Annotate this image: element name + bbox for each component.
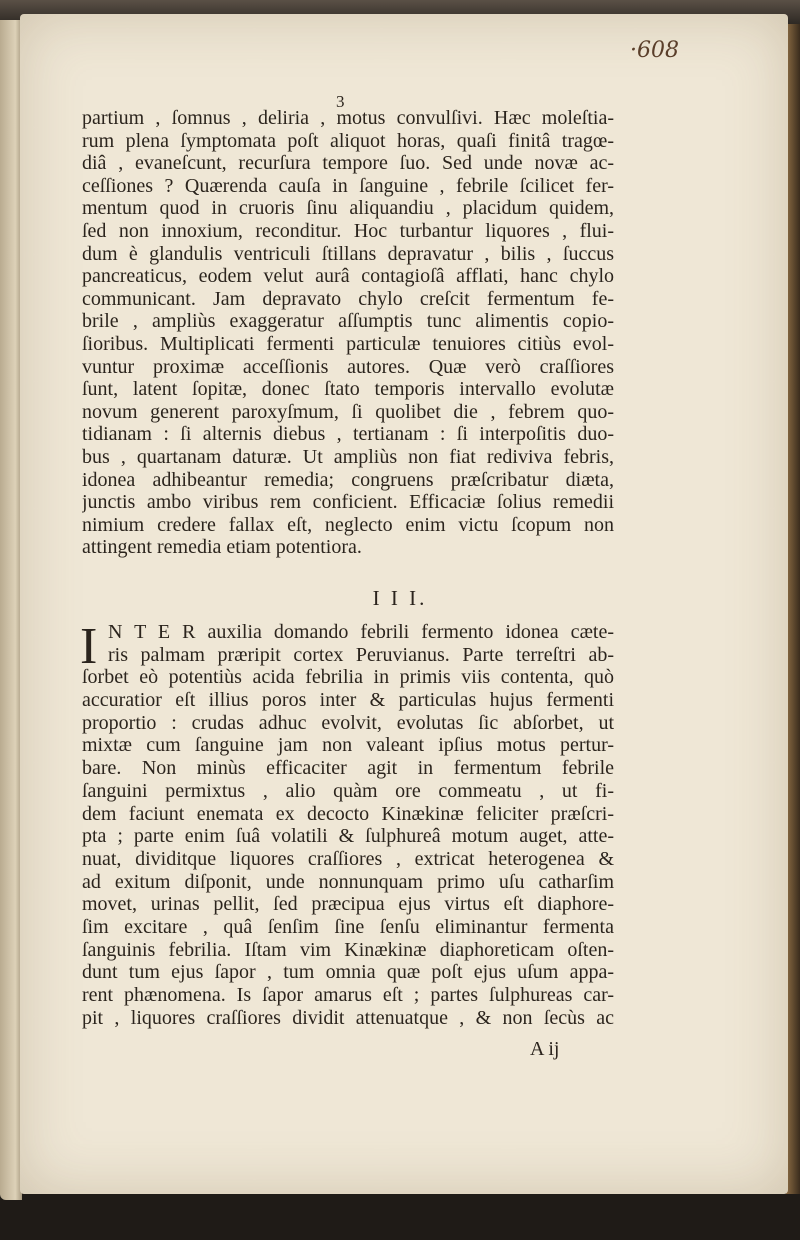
text-line: pta ; parte enim ſuâ volatili & ſulphureâ motum auget, atte- bbox=[82, 825, 614, 848]
text-line: rent phænomena. Is ſapor amarus eſt ; partes ſulphureas car- bbox=[82, 984, 614, 1006]
text-line: diâ , evaneſcunt, recurſura tempore ſuo. Sed unde novæ ac- bbox=[82, 152, 614, 175]
paragraph-1 bbox=[82, 107, 614, 559]
text-line: ris palmam præripit cortex Peruvianus. Parte terreſtri ab- bbox=[108, 643, 614, 666]
text-line: ſioribus. Multiplicati fermenti particulæ tenuiores citiùs evol- bbox=[82, 332, 614, 355]
text-line: attingent remedia etiam potentiora. bbox=[82, 536, 362, 559]
text-line: ſim excitare , quâ ſenſim ſine ſenſu eliminantur fermenta bbox=[82, 915, 614, 938]
text-line: mentum quod in cruoris ſinu aliquandiu , placidum quidem, bbox=[82, 197, 614, 220]
paragraph-2 bbox=[80, 618, 614, 1029]
text-line: novum generent paroxyſmum, ſi quolibet die , febrem quo- bbox=[82, 400, 614, 423]
text-line: bus , quartanam daturæ. Ut ampliùs non fiat rediviva febris, bbox=[82, 445, 614, 468]
text-line: vuntur proximæ acceſſionis autores. Quæ verò craſſiores bbox=[82, 355, 614, 378]
text-line: tidianam : ſi alternis diebus , tertianam : ſi interpoſitis duo- bbox=[82, 423, 614, 446]
signature-mark: A ij bbox=[530, 1038, 560, 1060]
text-line: dum è glandulis ventriculi ſtillans depravatur , bilis , ſuccus bbox=[82, 242, 614, 265]
text-line: ſanguinis febrilia. Iſtam vim Kinækinæ diaphoreticam oſten- bbox=[82, 938, 614, 961]
text-line: nuat, dividitque liquores craſſiores , extricat heterogenea & bbox=[82, 847, 614, 870]
drop-capital: I bbox=[80, 618, 98, 675]
text-line: mixtæ cum ſanguine jam non valeant ipſius motus pertur- bbox=[82, 734, 614, 757]
text-line: ſunt, latent ſopitæ, donec ſtato temporis intervallo evolutæ bbox=[82, 378, 614, 401]
handwritten-folio-number: ·608 bbox=[630, 38, 679, 63]
text-line: brile , ampliùs exaggeratur aſſumptis tunc alimentis copio- bbox=[82, 310, 614, 333]
text-line: pancreaticus, eodem velut aurâ contagioſâ afflati, hanc chylo bbox=[82, 265, 614, 288]
text-line: ad exitum diſponit, unde nonnunquam primo uſu catharſim bbox=[82, 870, 614, 893]
text-line: nimium credere fallax eſt, neglecto enim victu ſcopum non bbox=[82, 513, 614, 536]
text-line: movet, urinas pellit, ſed præcipua ejus virtus eſt diaphore- bbox=[82, 893, 614, 916]
text-line: junctis ambo viribus rem conficient. Efficaciæ ſolius remedii bbox=[82, 491, 614, 514]
text-line: partium , ſomnus , deliria , motus convulſivi. Hæc moleſtia- bbox=[82, 107, 614, 129]
page-number: 3 bbox=[336, 92, 345, 111]
text-line: N T E R auxilia domando febrili fermento idonea cæte- bbox=[108, 621, 614, 643]
text-line: ceſſiones ? Quærenda cauſa in ſanguine , febrile ſcilicet fer- bbox=[82, 174, 614, 197]
text-line: ſanguini permixtus , alio quàm ore commeatu , ut fi- bbox=[82, 779, 614, 802]
text-line: ſed non innoxium, reconditur. Hoc turbantur liquores , flui- bbox=[82, 219, 614, 242]
text-line: rum plena ſymptomata poſt aliquot horas, quaſi finitâ tragœ- bbox=[82, 129, 614, 152]
text-line: pit , liquores craſſiores dividit attenuatque , & non ſecùs ac bbox=[82, 1006, 614, 1029]
text-line: accuratior eſt illius poros inter & particulas hujus fermenti bbox=[82, 689, 614, 712]
text-line: dem faciunt enemata ex decocto Kinækinæ feliciter præſcri- bbox=[82, 802, 614, 825]
text-line: idonea adhibeantur remedia; congruens præſcribatur diæta, bbox=[82, 468, 614, 491]
text-line: communicant. Jam depravato chylo creſcit fermentum fe- bbox=[82, 287, 614, 310]
text-line: ſorbet eò potentiùs acida febrilia in primis viis contenta, quò bbox=[82, 666, 614, 689]
section-heading: I I I. bbox=[372, 586, 428, 610]
text-line: bare. Non minùs efficaciter agit in fermentum febrile bbox=[82, 757, 614, 780]
text-line: proportio : crudas adhuc evolvit, evolutas ſic abſorbet, ut bbox=[82, 711, 614, 734]
text-line: dunt tum ejus ſapor , tum omnia quæ poſt ejus uſum appa- bbox=[82, 961, 614, 984]
